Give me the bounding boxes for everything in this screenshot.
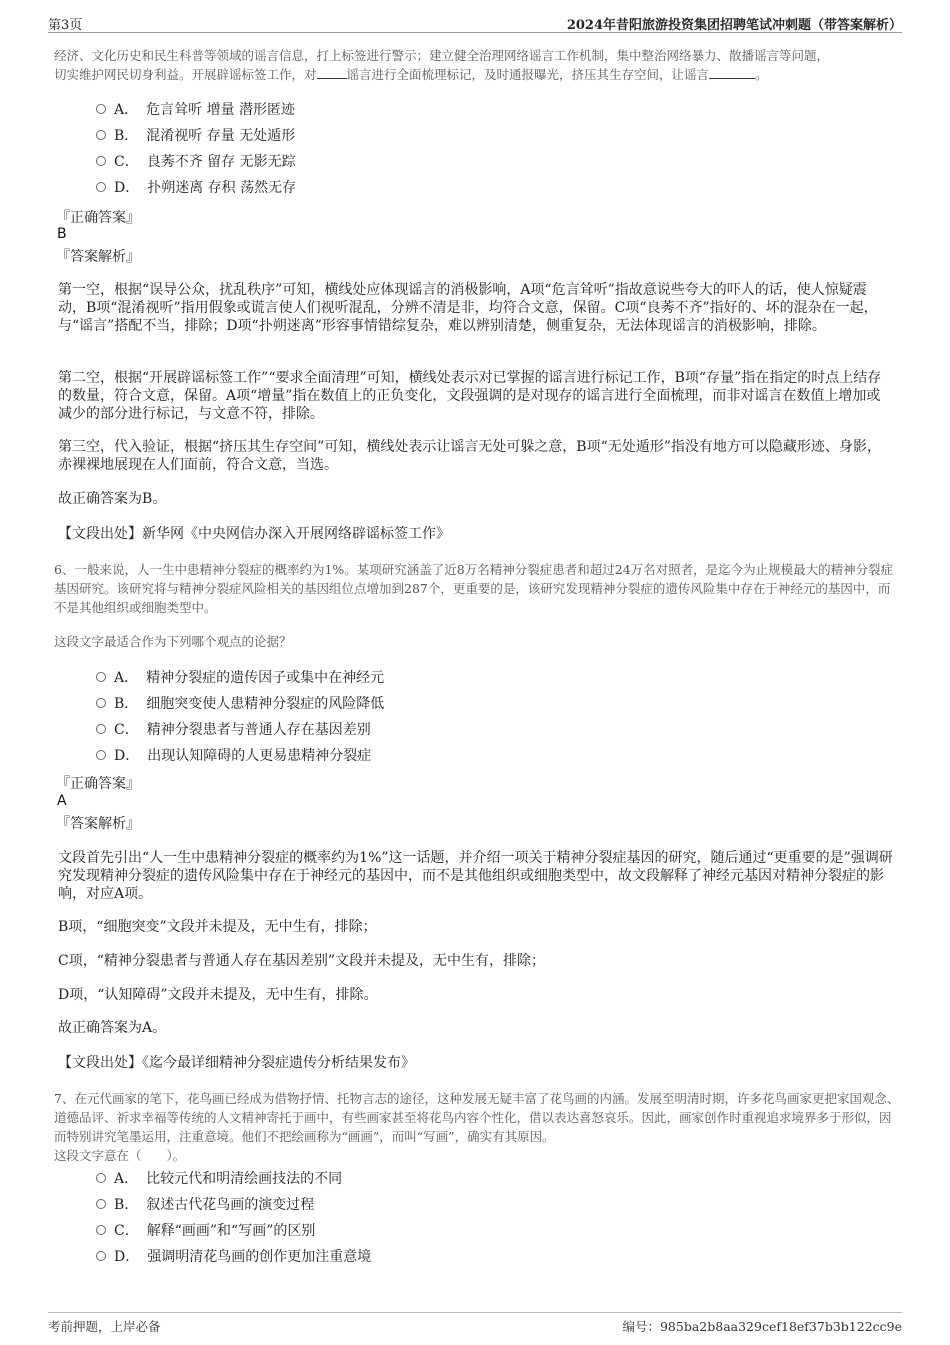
q6-answer: A [57, 793, 67, 809]
q6-option-d[interactable]: D． 出现认知障碍的人更易患精神分裂症 [96, 743, 796, 769]
q6-analysis-p1: 文段首先引出“人一生中患精神分裂症的概率约为1%”这一话题，并介绍一项关于精神分裂症基因的研究，随后通过“更重要的是”强调研究发现精神分裂症的遗传风险集中存在于神经元的基因中，而不是其他组织或细胞类型中，故文段解释了神经元基因对精神分裂症的影响，对应A项。 [58, 850, 893, 902]
q5-answer: B [57, 226, 67, 242]
q5-options [96, 97, 796, 201]
radio-icon[interactable] [96, 1251, 106, 1261]
q6-analysis-p3: C项，“精神分裂患者与普通人存在基因差别”文段并未提及，无中生有，排除； [58, 953, 546, 969]
q5-analysis-label: 『答案解析』 [56, 249, 140, 265]
q6-source: 【文段出处】《迄今最详细精神分裂症遗传分析结果发布》 [58, 1055, 415, 1071]
q5-analysis-p4: 故正确答案为B。 [58, 491, 167, 507]
page-number: 第3页 [48, 18, 83, 33]
q6-options [96, 665, 796, 769]
blank-2 [709, 66, 755, 79]
q5-stem [54, 46, 900, 84]
q5-stem-line2: 切实维护网民切身利益。开展辟谣标签工作，对 谣言进行全面梳理标记，及时通报曝光，挤压其生存空间，让谣言 。 [54, 67, 768, 82]
q7-option-c[interactable]: C． 解释“画画”和“写画”的区别 [96, 1218, 796, 1244]
q7-option-a[interactable]: A． 比较元代和明清绘画技法的不同 [96, 1166, 796, 1192]
q5-analysis-p2: 第二空，根据“开展辟谣标签工作”“要求全面清理”可知，横线处表示对已掌握的谣言进行标记工作，B项“存量”指在指定的时点上结存的数量，符合文意，保留。A项“增量”指在数值上的正负变化，文段强调的是对现存的谣言进行全面梳理，而非对谣言在数值上增加或减少的部分进行标记，与文意不符，排除。 [58, 370, 882, 422]
q5-analysis-p3: 第三空，代入验证，根据“挤压其生存空间”可知，横线处表示让谣言无处可躲之意，B项“无处遁形”指没有地方可以隐藏形迹、身影，赤裸裸地展现在人们面前，符合文意，当选。 [58, 439, 881, 473]
q5-option-d[interactable]: D． 扑朔迷离 存积 荡然无存 [96, 175, 796, 201]
radio-icon[interactable] [96, 672, 106, 682]
radio-icon[interactable] [96, 1225, 106, 1235]
q7-stem: 7、在元代画家的笔下，花鸟画已经成为借物抒情、托物言志的途径，这种发展无疑丰富了花鸟画的内涵。发展至明清时期，许多花鸟画家更把家国观念、道德品评、祈求幸福等传统的人文精神寄托于画中，有些画家甚至将花鸟内容个性化，借以表达喜怒哀乐。因此，画家创作时重视追求境界多于形似，因而特别讲究笔墨运用，注重意境。他们不把绘画称为“画画”，而叫“写画”，确实有其原因。 [54, 1091, 900, 1144]
document-title: 2024年昔阳旅游投资集团招聘笔试冲刺题（带答案解析） [566, 18, 902, 33]
radio-icon[interactable] [96, 104, 106, 114]
footer-slogan: 考前押题，上岸必备 [48, 1319, 161, 1334]
radio-icon[interactable] [96, 750, 106, 760]
radio-icon[interactable] [96, 1199, 106, 1209]
q6-answer-label: 『正确答案』 [56, 776, 140, 792]
radio-icon[interactable] [96, 698, 106, 708]
radio-icon[interactable] [96, 182, 106, 192]
q6-analysis-p4: D项，“认知障碍”文段并未提及，无中生有，排除。 [58, 987, 378, 1003]
q5-answer-label: 『正确答案』 [56, 210, 140, 226]
q7-options [96, 1166, 796, 1270]
q6-option-b[interactable]: B． 细胞突变使人患精神分裂症的风险降低 [96, 691, 796, 717]
blank-1 [317, 66, 347, 79]
q6-analysis-p5: 故正确答案为A。 [58, 1020, 167, 1036]
q6-analysis-label: 『答案解析』 [56, 816, 140, 832]
q5-analysis-p1: 第一空，根据“误导公众，扰乱秩序”可知，横线处应体现谣言的消极影响，A项“危言耸听”指故意说些夸大的吓人的话，使人惊疑震动，B项“混淆视听”指用假象或谎言使人们视听混乱，分辨不清是非，均符合文意，保留。C项“良莠不齐”指好的、坏的混杂在一起，与“谣言”搭配不当，排除；D项“扑朔迷离”形容事情错综复杂，难以辨别清楚，侧重复杂，无法体现谣言的消极影响，排除。 [58, 282, 878, 334]
footer-serial: 编号：985ba2b8aa329cef18ef37b3b122cc9e [622, 1319, 902, 1334]
q7-question: 这段文字意在（ ）。 [54, 1148, 186, 1163]
q5-option-c[interactable]: C． 良莠不齐 留存 无影无踪 [96, 149, 796, 175]
radio-icon[interactable] [96, 156, 106, 166]
radio-icon[interactable] [96, 724, 106, 734]
q5-stem-line1: 经济、文化历史和民生科普等领域的谣言信息，打上标签进行警示；建立健全治理网络谣言工作机制，集中整治网络暴力、散播谣言等问题， [54, 48, 830, 63]
q6-question: 这段文字最适合作为下列哪个观点的论据？ [54, 634, 292, 649]
q7-option-b[interactable]: B． 叙述古代花鸟画的演变过程 [96, 1192, 796, 1218]
radio-icon[interactable] [96, 130, 106, 140]
page-header [48, 12, 902, 33]
q6-option-c[interactable]: C． 精神分裂患者与普通人存在基因差别 [96, 717, 796, 743]
page-footer [48, 1312, 902, 1337]
q5-source: 【文段出处】新华网《中央网信办深入开展网络辟谣标签工作》 [58, 526, 450, 542]
q5-option-a[interactable]: A． 危言耸听 增量 潜形匿迹 [96, 97, 796, 123]
radio-icon[interactable] [96, 1173, 106, 1183]
q6-stem: 6、一般来说，人一生中患精神分裂症的概率约为1%。某项研究涵盖了近8万名精神分裂症患者和超过24万名对照者，是迄今为止规模最大的精神分裂症基因研究。该研究将与精神分裂症风险相关的基因组位点增加到287个，更重要的是，该研究发现精神分裂症的遗传风险集中存在于神经元的基因中，而不是其他组织或细胞类型中。 [54, 562, 894, 615]
q5-option-b[interactable]: B． 混淆视听 存量 无处遁形 [96, 123, 796, 149]
q6-option-a[interactable]: A． 精神分裂症的遗传因子或集中在神经元 [96, 665, 796, 691]
q7-option-d[interactable]: D． 强调明清花鸟画的创作更加注重意境 [96, 1244, 796, 1270]
q6-analysis-p2: B项，“细胞突变”文段并未提及，无中生有，排除； [58, 919, 377, 935]
